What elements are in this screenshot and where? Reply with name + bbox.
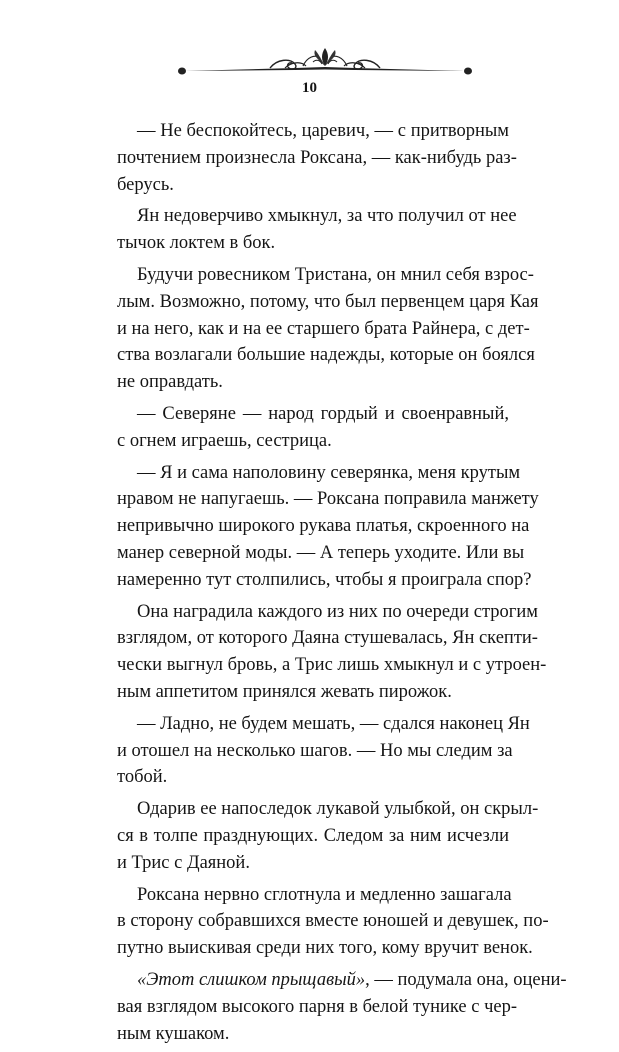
text-line: взглядом, от которого Даяна стушевалась, Ян скепти- [117, 628, 538, 649]
text-line: Роксана нервно сглотнула и медленно зашагала [137, 884, 512, 905]
text-fragment: , — подумала она, оцени- [365, 969, 567, 990]
text-line: Ян недоверчиво хмыкнул, за что получил от нее [137, 206, 517, 227]
text-line: и Трис с Даяной. [117, 852, 250, 873]
paragraph [117, 711, 530, 791]
paragraph [117, 262, 539, 396]
paragraph [117, 882, 549, 962]
text-line: — Я и сама наполовину северянка, меня крутым [137, 462, 521, 483]
text-line: ся в толпе празднующих. Следом за ним исчезли [117, 825, 509, 846]
body-text [117, 118, 567, 1052]
text-line: Будучи ровесником Тристана, он мнил себя взрос- [137, 264, 534, 285]
text-line: намеренно тут столпились, чтобы я проиграла спор? [117, 569, 532, 590]
text-line: в сторону собравшихся вместе юношей и девушек, по- [117, 911, 549, 932]
paragraph [117, 203, 517, 257]
text-line: Она наградила каждого из них по очереди строгим [137, 601, 538, 622]
text-line: Одарив ее напоследок лукавой улыбкой, он скрыл- [137, 799, 539, 820]
italic-quote: «Этот слишком прыщавый» [137, 969, 366, 990]
paragraph [117, 796, 539, 876]
text-line: нравом не напугаешь. — Роксана поправила манжету [117, 489, 539, 510]
text-line: — Ладно, не будем мешать, — сдался наконец Ян [137, 713, 530, 734]
page-number: 10 [302, 80, 317, 96]
text-line: почтением произнесла Роксана, — как-нибудь раз- [117, 147, 517, 168]
text-line: и отошел на несколько шагов. — Но мы следим за [117, 740, 513, 761]
text-line: ным аппетитом принялся жевать пирожок. [117, 681, 452, 702]
paragraph [117, 401, 509, 455]
text-line: ным кушаком. [117, 1023, 230, 1044]
text-line: — Северяне — народ гордый и своенравный, [137, 403, 509, 424]
paragraph [117, 967, 567, 1047]
text-line: и на него, как и на ее старшего брата Райнера, с дет- [117, 318, 530, 339]
text-line: тобой. [117, 767, 168, 788]
text-line: — Не беспокойтесь, царевич, — с притворным [137, 121, 509, 141]
text-line: чески выгнул бровь, а Трис лишь хмыкнул и с утроен- [117, 655, 547, 676]
text-line: лым. Возможно, потому, что был первенцем царя Кая [117, 291, 539, 312]
text-line [117, 967, 567, 994]
text-line: вая взглядом высокого парня в белой тунике с чер- [117, 996, 517, 1017]
text-line: манер северной моды. — А теперь уходите. Или вы [117, 542, 525, 563]
paragraph [117, 599, 547, 706]
text-line: путно выискивая среди них того, кому вручит венок. [117, 938, 533, 959]
paragraph [117, 118, 517, 198]
text-line: с огнем играешь, сестрица. [117, 430, 332, 451]
text-line: берусь. [117, 174, 174, 195]
text-line: не оправдать. [117, 372, 223, 393]
paragraph [117, 460, 539, 594]
text-line: ства возлагали большие надежды, которые он боялся [117, 345, 535, 366]
text-line: непривычно широкого рукава платья, скроенного на [117, 516, 530, 537]
text-line: тычок локтем в бок. [117, 233, 276, 254]
